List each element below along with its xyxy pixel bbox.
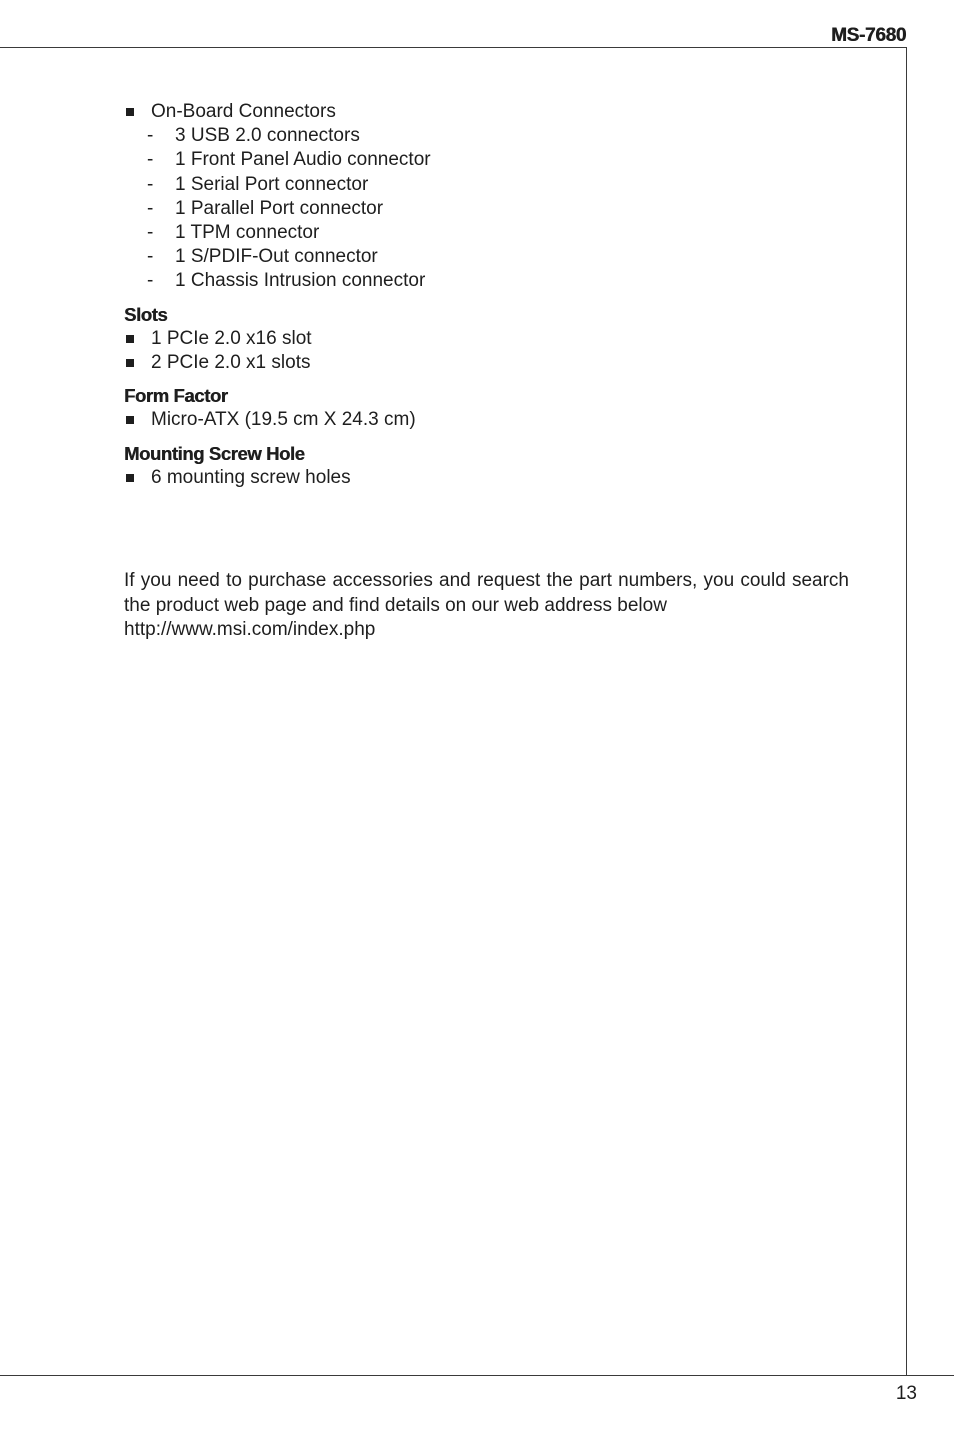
form-factor-heading: Form Factor [124, 385, 228, 407]
msi-website-link[interactable]: http://www.msi.com/index.php [124, 619, 376, 640]
dash-marker: - [147, 125, 154, 147]
list-item [124, 351, 849, 375]
list-item [124, 148, 849, 172]
list-item-text: 1 Front Panel Audio connector [175, 149, 431, 171]
list-item [124, 269, 849, 293]
list-item-text: 6 mounting screw holes [151, 466, 351, 488]
mounting-screw-hole-heading: Mounting Screw Hole [124, 442, 305, 464]
list-item-text: 1 TPM connector [175, 222, 320, 244]
list-item-text: Micro-ATX (19.5 cm X 24.3 cm) [151, 409, 416, 431]
onboard-connectors-bullet [124, 100, 849, 124]
list-item [124, 221, 849, 245]
page-number: 13 [895, 1383, 917, 1404]
list-item [124, 327, 849, 351]
square-bullet-icon [126, 474, 134, 482]
list-item [124, 197, 849, 221]
header-model-name: MS-7680 [831, 25, 906, 46]
square-bullet-icon [126, 108, 134, 116]
dash-marker: - [147, 222, 154, 244]
dash-marker: - [147, 149, 154, 171]
dash-marker: - [147, 197, 154, 219]
list-item-text: 1 Serial Port connector [175, 173, 369, 195]
list-item-text: 1 Parallel Port connector [175, 197, 384, 219]
list-item-text: 1 S/PDIF-Out connector [175, 246, 378, 268]
square-bullet-icon [126, 359, 134, 367]
slots-heading: Slots [124, 303, 168, 325]
header-rule [0, 47, 907, 48]
dash-marker: - [147, 173, 154, 195]
dash-marker: - [147, 270, 154, 292]
square-bullet-icon [126, 416, 134, 424]
square-bullet-icon [126, 335, 134, 343]
accessories-paragraph [124, 569, 849, 643]
footer-rule [0, 1375, 954, 1376]
right-margin-rule [906, 47, 907, 1376]
onboard-connectors-list [124, 124, 849, 293]
list-item [124, 408, 849, 432]
list-item [124, 466, 849, 490]
specifications-content [124, 100, 849, 490]
accessories-note-text: If you need to purchase accessories and request the part numbers, you could search the product web page and find details on our web address below [124, 570, 849, 616]
dash-marker: - [147, 246, 154, 268]
list-item-text: 3 USB 2.0 connectors [175, 125, 360, 147]
list-item [124, 124, 849, 148]
list-item [124, 245, 849, 269]
list-item-text: 1 PCIe 2.0 x16 slot [151, 327, 312, 349]
list-item-text: 1 Chassis Intrusion connector [175, 270, 426, 292]
onboard-connectors-title: On-Board Connectors [151, 101, 336, 122]
list-item-text: 2 PCIe 2.0 x1 slots [151, 352, 311, 374]
list-item [124, 173, 849, 197]
